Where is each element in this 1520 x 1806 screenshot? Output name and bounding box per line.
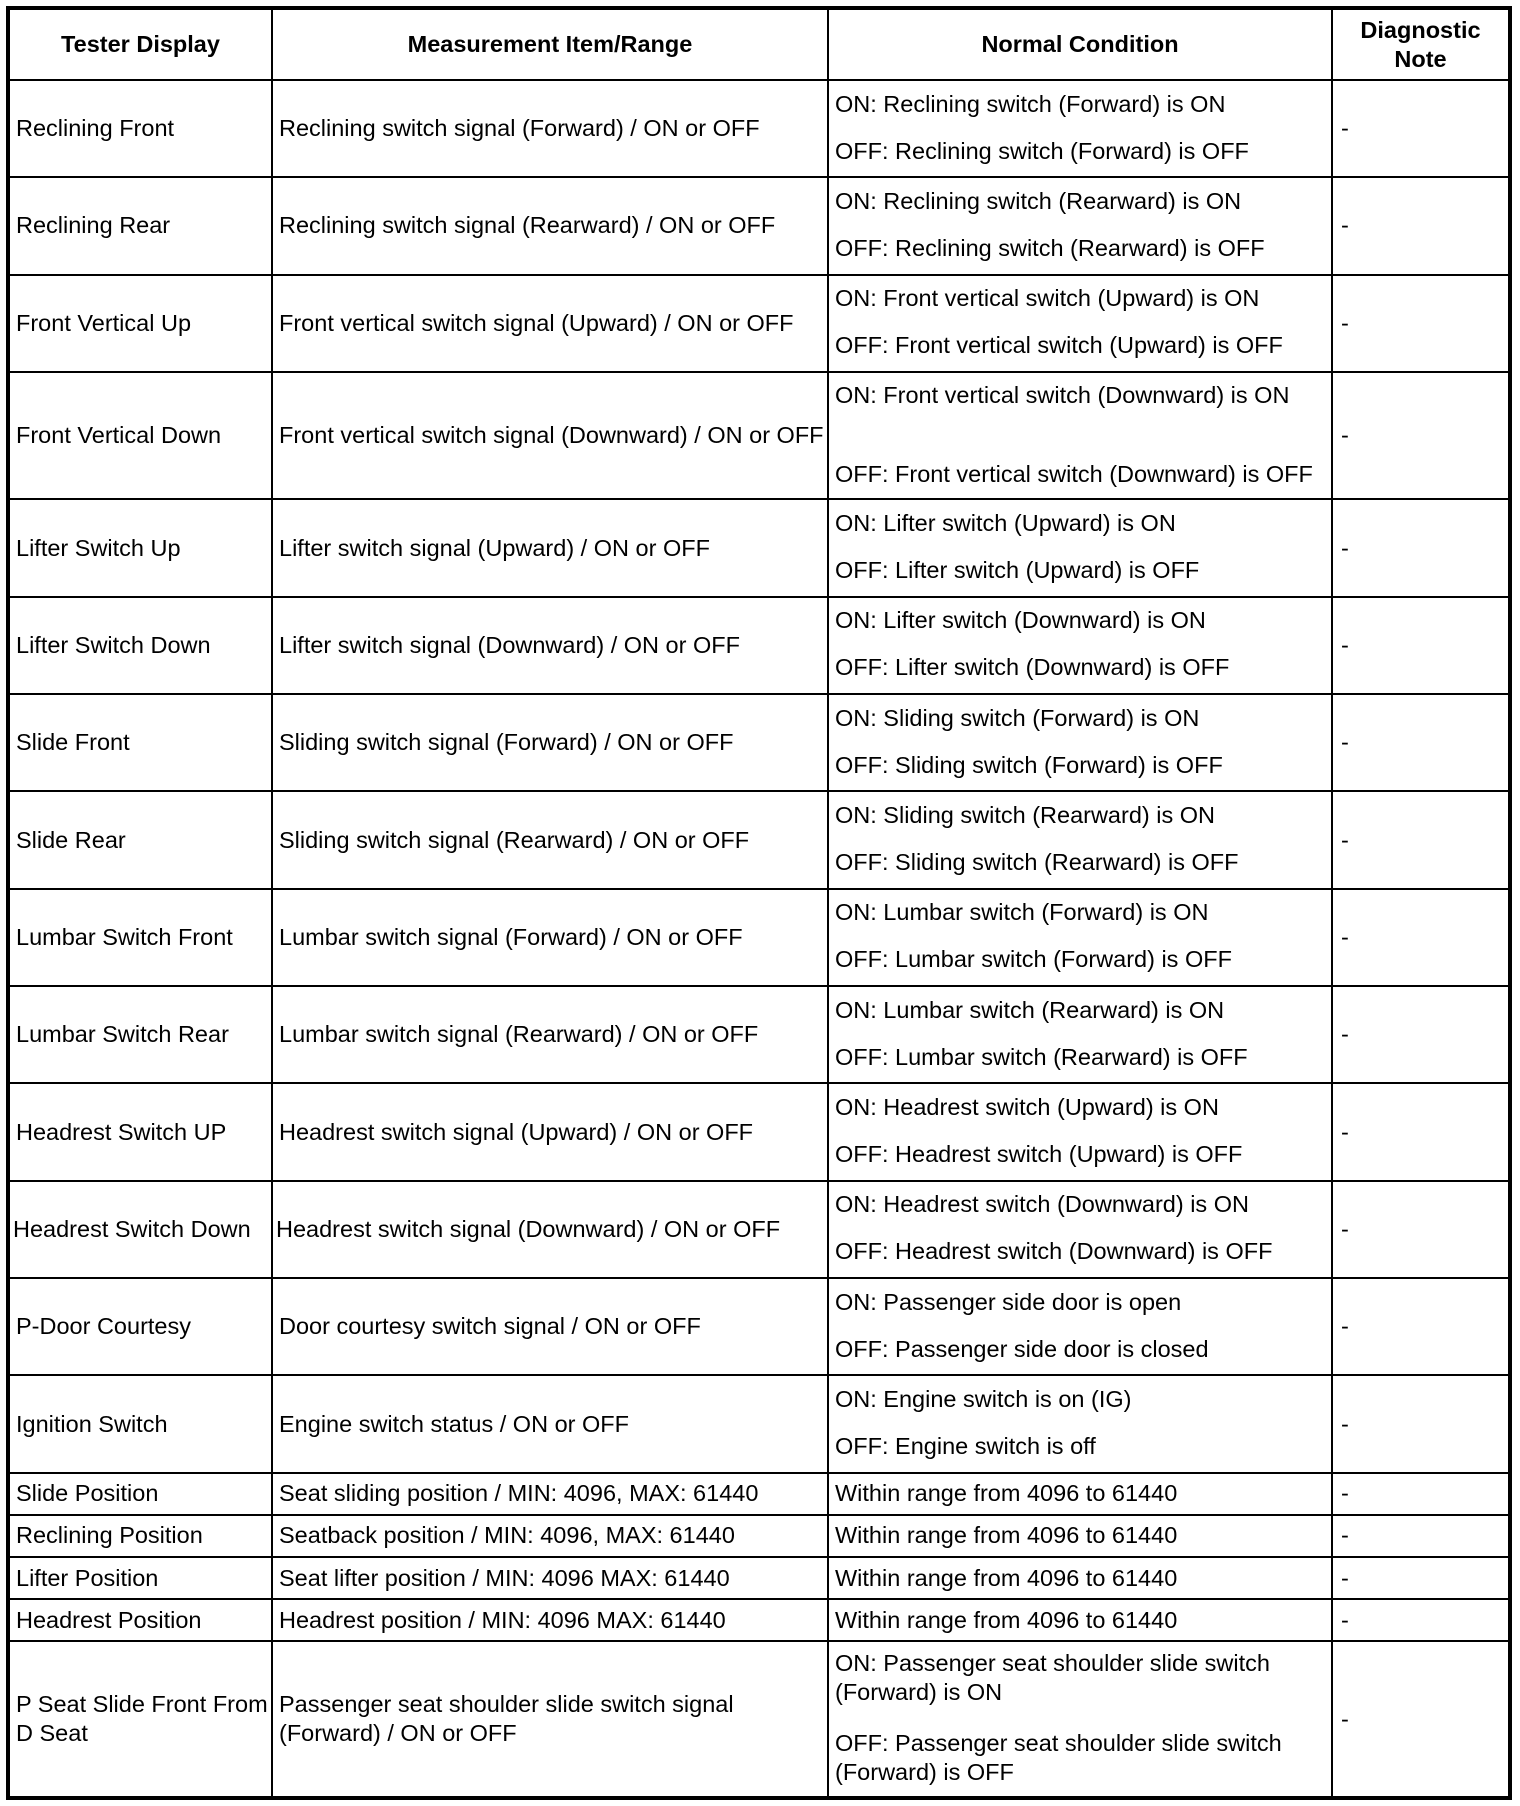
tester-display-cell: Reclining Position	[8, 1515, 272, 1557]
data-list-table	[6, 6, 1512, 1800]
header-tester-display: Tester Display	[8, 8, 272, 80]
measurement-item-cell: Lumbar switch signal (Rearward) / ON or OFF	[272, 986, 828, 1083]
table-row	[8, 177, 1510, 274]
diagnostic-note-cell: -	[1332, 986, 1510, 1083]
normal-condition-cell	[828, 986, 1332, 1083]
table-row	[8, 1473, 1510, 1515]
condition-off: OFF: Lumbar switch (Forward) is OFF	[835, 946, 1232, 973]
tester-display-cell: Slide Front	[8, 694, 272, 791]
table-row	[8, 694, 1510, 791]
header-diagnostic-note: Diagnostic Note	[1332, 8, 1510, 80]
diagnostic-note-cell: -	[1332, 1473, 1510, 1515]
tester-display-cell: Slide Position	[8, 1473, 272, 1515]
tester-display-cell: Headrest Switch Down	[8, 1181, 272, 1278]
tester-display-cell: Lifter Switch Up	[8, 499, 272, 596]
table-row	[8, 372, 1510, 499]
diagnostic-note-cell: -	[1332, 1083, 1510, 1180]
condition-off: OFF: Lifter switch (Downward) is OFF	[835, 654, 1230, 681]
normal-condition-cell	[828, 1278, 1332, 1375]
diagnostic-note-cell: -	[1332, 1278, 1510, 1375]
normal-condition-cell: Within range from 4096 to 61440	[828, 1473, 1332, 1515]
tester-display-cell: Slide Rear	[8, 791, 272, 888]
condition-on: ON: Headrest switch (Downward) is ON	[835, 1191, 1249, 1218]
normal-condition-cell	[828, 1083, 1332, 1180]
condition-off: OFF: Sliding switch (Forward) is OFF	[835, 751, 1223, 778]
measurement-item-cell: Seatback position / MIN: 4096, MAX: 61440	[272, 1515, 828, 1557]
tester-display-cell: P Seat Slide Front From D Seat	[8, 1641, 272, 1798]
condition-off: OFF: Headrest switch (Downward) is OFF	[835, 1238, 1273, 1265]
measurement-item-cell: Lifter switch signal (Downward) / ON or OFF	[272, 597, 828, 694]
measurement-item-cell: Headrest switch signal (Downward) / ON or OFF	[272, 1181, 828, 1278]
tester-display-cell: P-Door Courtesy	[8, 1278, 272, 1375]
condition-on: ON: Headrest switch (Upward) is ON	[835, 1094, 1219, 1121]
measurement-item-cell: Sliding switch signal (Rearward) / ON or OFF	[272, 791, 828, 888]
normal-condition-cell	[828, 694, 1332, 791]
data-list-table-wrapper	[6, 6, 1508, 1800]
diagnostic-note-cell: -	[1332, 791, 1510, 888]
table-row	[8, 889, 1510, 986]
table-row	[8, 1375, 1510, 1472]
diagnostic-note-cell: -	[1332, 694, 1510, 791]
diagnostic-note-cell: -	[1332, 1599, 1510, 1641]
condition-off: OFF: Passenger side door is closed	[835, 1335, 1209, 1362]
normal-condition-cell	[828, 791, 1332, 888]
tester-display-cell: Reclining Front	[8, 80, 272, 177]
condition-on: ON: Reclining switch (Forward) is ON	[835, 90, 1226, 117]
condition-on: ON: Front vertical switch (Downward) is ON	[835, 381, 1290, 408]
condition-off: OFF: Lumbar switch (Rearward) is OFF	[835, 1043, 1248, 1070]
diagnostic-note-cell: -	[1332, 1375, 1510, 1472]
measurement-item-cell: Engine switch status / ON or OFF	[272, 1375, 828, 1472]
condition-on: ON: Sliding switch (Rearward) is ON	[835, 802, 1216, 829]
measurement-item-cell: Reclining switch signal (Rearward) / ON or OFF	[272, 177, 828, 274]
tester-display-cell: Front Vertical Down	[8, 372, 272, 499]
tester-display-cell: Headrest Switch UP	[8, 1083, 272, 1180]
diagnostic-note-cell: -	[1332, 499, 1510, 596]
tester-display-cell: Headrest Position	[8, 1599, 272, 1641]
diagnostic-note-cell: -	[1332, 1181, 1510, 1278]
table-row	[8, 1515, 1510, 1557]
measurement-item-cell: Headrest switch signal (Upward) / ON or OFF	[272, 1083, 828, 1180]
condition-off: OFF: Front vertical switch (Downward) is OFF	[835, 460, 1313, 487]
table-row	[8, 1278, 1510, 1375]
measurement-item-cell: Seat lifter position / MIN: 4096 MAX: 61440	[272, 1557, 828, 1599]
header-normal-condition: Normal Condition	[828, 8, 1332, 80]
diagnostic-note-cell: -	[1332, 1641, 1510, 1798]
condition-off: OFF: Front vertical switch (Upward) is OFF	[835, 332, 1283, 359]
normal-condition-cell	[828, 372, 1332, 499]
table-row	[8, 597, 1510, 694]
normal-condition-cell: Within range from 4096 to 61440	[828, 1599, 1332, 1641]
condition-on: ON: Sliding switch (Forward) is ON	[835, 704, 1200, 731]
condition-on: ON: Lumbar switch (Rearward) is ON	[835, 996, 1225, 1023]
diagnostic-note-cell: -	[1332, 80, 1510, 177]
condition-on: ON: Lifter switch (Upward) is ON	[835, 510, 1176, 537]
header-measurement-item: Measurement Item/Range	[272, 8, 828, 80]
tester-display-cell: Reclining Rear	[8, 177, 272, 274]
condition-on: ON: Lumbar switch (Forward) is ON	[835, 899, 1209, 926]
condition-off: OFF: Reclining switch (Forward) is OFF	[835, 137, 1249, 164]
condition-off: OFF: Sliding switch (Rearward) is OFF	[835, 849, 1239, 876]
measurement-item-cell: Front vertical switch signal (Upward) / ON or OFF	[272, 275, 828, 372]
diagnostic-note-cell: -	[1332, 1515, 1510, 1557]
condition-on: ON: Lifter switch (Downward) is ON	[835, 607, 1206, 634]
condition-off: OFF: Headrest switch (Upward) is OFF	[835, 1141, 1243, 1168]
table-row	[8, 499, 1510, 596]
condition-on: ON: Front vertical switch (Upward) is ON	[835, 285, 1260, 312]
table-row	[8, 1181, 1510, 1278]
measurement-item-cell: Passenger seat shoulder slide switch signal (Forward) / ON or OFF	[272, 1641, 828, 1798]
normal-condition-cell	[828, 275, 1332, 372]
table-row	[8, 1083, 1510, 1180]
normal-condition-cell: Within range from 4096 to 61440	[828, 1515, 1332, 1557]
condition-on: ON: Passenger side door is open	[835, 1288, 1182, 1315]
condition-on: ON: Passenger seat shoulder slide switch (Forward) is ON	[835, 1650, 1270, 1706]
measurement-item-cell: Reclining switch signal (Forward) / ON or OFF	[272, 80, 828, 177]
measurement-item-cell: Headrest position / MIN: 4096 MAX: 61440	[272, 1599, 828, 1641]
table-row	[8, 80, 1510, 177]
measurement-item-cell: Front vertical switch signal (Downward) / ON or OFF	[272, 372, 828, 499]
diagnostic-note-cell: -	[1332, 372, 1510, 499]
diagnostic-note-cell: -	[1332, 275, 1510, 372]
table-row	[8, 1599, 1510, 1641]
diagnostic-note-cell: -	[1332, 1557, 1510, 1599]
table-row	[8, 275, 1510, 372]
tester-display-cell: Lumbar Switch Front	[8, 889, 272, 986]
normal-condition-cell	[828, 80, 1332, 177]
condition-on: ON: Reclining switch (Rearward) is ON	[835, 187, 1242, 214]
measurement-item-cell: Lifter switch signal (Upward) / ON or OFF	[272, 499, 828, 596]
tester-display-cell: Lifter Switch Down	[8, 597, 272, 694]
measurement-item-cell: Lumbar switch signal (Forward) / ON or OFF	[272, 889, 828, 986]
table-row	[8, 986, 1510, 1083]
measurement-item-cell: Sliding switch signal (Forward) / ON or OFF	[272, 694, 828, 791]
table-row	[8, 1641, 1510, 1798]
normal-condition-cell	[828, 889, 1332, 986]
normal-condition-cell	[828, 1181, 1332, 1278]
table-row	[8, 1557, 1510, 1599]
tester-display-cell: Lifter Position	[8, 1557, 272, 1599]
diagnostic-note-cell: -	[1332, 177, 1510, 274]
normal-condition-cell	[828, 1375, 1332, 1472]
table-row	[8, 791, 1510, 888]
measurement-item-cell: Seat sliding position / MIN: 4096, MAX: 61440	[272, 1473, 828, 1515]
tester-display-cell: Lumbar Switch Rear	[8, 986, 272, 1083]
tester-display-cell: Front Vertical Up	[8, 275, 272, 372]
normal-condition-cell	[828, 1641, 1332, 1798]
normal-condition-cell	[828, 499, 1332, 596]
diagnostic-note-cell: -	[1332, 889, 1510, 986]
condition-on: ON: Engine switch is on (IG)	[835, 1386, 1132, 1413]
condition-off: OFF: Engine switch is off	[835, 1433, 1096, 1460]
normal-condition-cell: Within range from 4096 to 61440	[828, 1557, 1332, 1599]
tester-display-cell: Ignition Switch	[8, 1375, 272, 1472]
condition-off: OFF: Reclining switch (Rearward) is OFF	[835, 234, 1265, 261]
condition-off: OFF: Passenger seat shoulder slide switch (Forward) is OFF	[835, 1730, 1282, 1786]
normal-condition-cell	[828, 597, 1332, 694]
measurement-item-cell: Door courtesy switch signal / ON or OFF	[272, 1278, 828, 1375]
condition-off: OFF: Lifter switch (Upward) is OFF	[835, 557, 1200, 584]
diagnostic-note-cell: -	[1332, 597, 1510, 694]
header-row	[8, 8, 1510, 80]
normal-condition-cell	[828, 177, 1332, 274]
